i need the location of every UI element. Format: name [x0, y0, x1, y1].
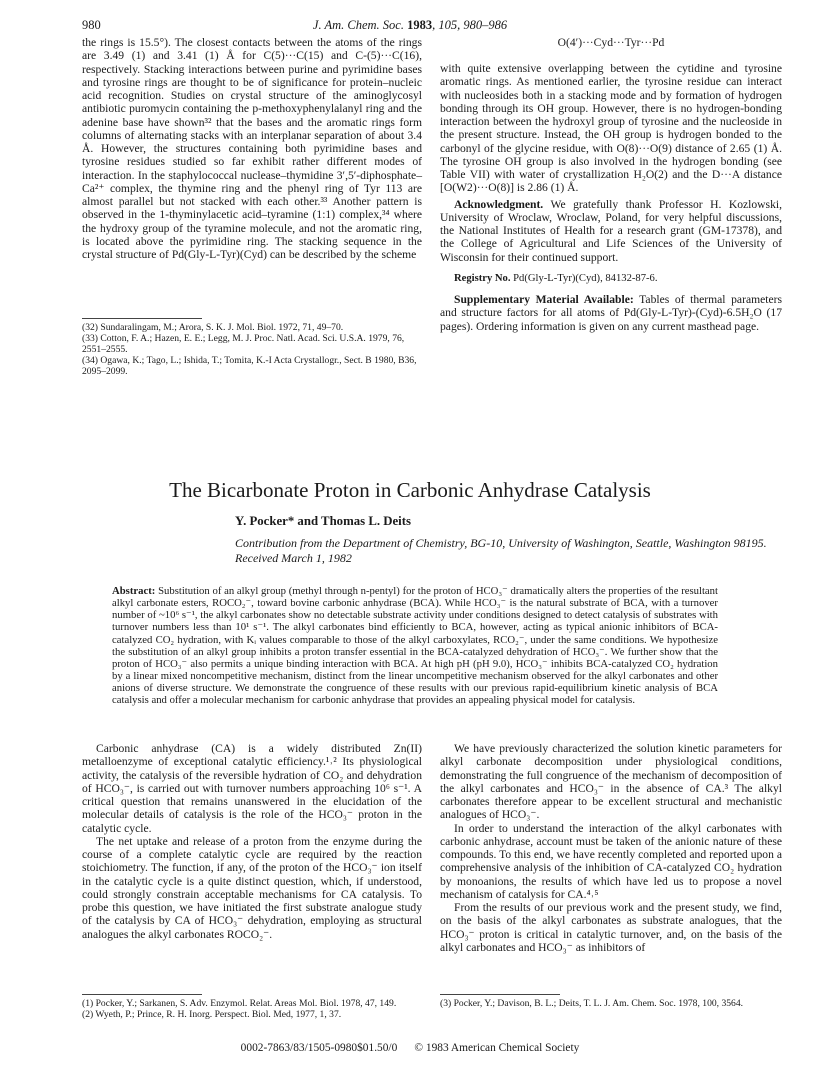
copyright: © 1983 American Chemical Society [414, 1042, 580, 1054]
registry-text: Pd(Gly-L-Tyr)(Cyd), 84132-87-6. [513, 272, 658, 284]
journal-pages: 980–986 [463, 18, 508, 32]
article-affiliation: Contribution from the Department of Chemistry, BG-10, University of Washington, Seattle, Washington 98195. Received March 1, 1982 [235, 536, 767, 565]
footnote-item: (34) Ogawa, K.; Tago, L.; Ishida, T.; Tomita, K.-I Acta Crystallogr., Sect. B 1980, B36, 2095–2099. [82, 355, 417, 377]
prev-article-right-column [440, 62, 782, 333]
supplementary-material [440, 293, 782, 333]
footnote-item: (2) Wyeth, P.; Prince, R. H. Inorg. Perspect. Biol. Med, 1977, 1, 37. [82, 1009, 342, 1020]
running-header: J. Am. Chem. Soc. 1983, 105, 980–986 [312, 18, 508, 32]
prev-article-left-column [82, 36, 422, 261]
prev-article-paragraph: with quite extensive overlapping between the cytidine and tyrosine aromatic rings. As mentioned earlier, the tyrosine residue can interact with nucleosides both in a stacking mode and by formation of hydrogen bonding through its OH group. However, there is no hydrogen-bonding interaction between the hydroxyl group of tyrosine and the nucleoside in the present structure. Instead, the OH group is hydrogen bonded to the carbonyl of the glycine residue, with O(8)···O(9) distance of 2.65 (1) Å. The tyrosine OH group is also involved in the hydrogen bonding (see Table VII) with water of crystallization H₂O(2) and the D···A distance [O(W2)···O(8)] is 2.86 (1) Å. [440, 62, 782, 195]
acknowledgment-label: Acknowledgment. [454, 197, 544, 211]
prev-article-footnotes [82, 322, 422, 377]
body-right-footnotes [440, 998, 782, 1009]
acknowledgment-text: We gratefully thank Professor H. Kozlowski, University of Wroclaw, Wroclaw, Poland, for very helpful discussions, the National Institutes of Health for a research grant (GM-17378), and the College of Agricultural and Life Sciences of the University of Wisconsin for their continued support. [440, 197, 782, 264]
footnote-item: (1) Pocker, Y.; Sarkanen, S. Adv. Enzymol. Relat. Areas Mol. Biol. 1978, 47, 149. [82, 998, 397, 1009]
journal-name: J. Am. Chem. Soc. [312, 18, 404, 32]
footnote-divider [440, 994, 560, 995]
publication-code: 0002-7863/83/1505-0980$01.50/0 [240, 1042, 398, 1054]
abstract [112, 585, 718, 707]
footnote-item: (3) Pocker, Y.; Davison, B. L.; Deits, T. L. J. Am. Chem. Soc. 1978, 100, 3564. [440, 998, 744, 1009]
footnote-divider [82, 318, 202, 319]
registry-number [440, 272, 782, 285]
stacking-scheme: O(4′)···Cyd···Tyr···Pd [557, 36, 665, 49]
footnote-item: (33) Cotton, F. A.; Hazen, E. E.; Legg, M. J. Proc. Natl. Acad. Sci. U.S.A. 1979, 76, 2551–2555. [82, 333, 405, 355]
body-paragraph: In order to understand the interaction of the alkyl carbonates with carbonic anhydrase, account must be taken of the anionic nature of these compounds. To this end, we have recently completed and reported upon a comprehensive analysis of the inhibition of CA-catalyzed CO₂ hydration by monoanions, the results of which have led us to propose a novel mechanism of catalysis for CA.⁴˒⁵ [440, 821, 782, 901]
abstract-text: Substitution of an alkyl group (methyl through n-pentyl) for the proton of HCO₃⁻ dramatically alters the properties of the resultant alkyl carbonate esters, ROCO₂⁻, toward bovine carbonic anhydrase (BCA). While HCO₃⁻ is the natural substrate of BCA, with a turnover number of ~10⁶ s⁻¹, the alkyl carbonates show no detectable substrate activity under conditions designed to detect catalysis of substrates with turnover numbers less than 10¹ s⁻¹. The alkyl carbonates bind efficiently to BCA, however, acting as typical anionic inhibitors of BCA-catalyzed CO₂ hydration, with Kᵢ values comparable to those of the alkyl carboxylates, RCO₂⁻, under the same conditions. We hypothesize the substitution of an alkyl group inhibits a proton transfer essential in the BCA-catalyzed dehydration of HCO₃⁻. We further show that the proton of HCO₃⁻ also permits a unique binding interaction with BCA. At high pH (pH 9.0), HCO₃⁻ inhibits BCA-catalyzed CO₂ hydration by a linear mixed noncompetitive mechanism, distinct from the linear uncompetitive mechanism observed for the alkyl carbonates and other anions of diverse structure. We demonstrate the congruence of these results with our previous rapid-equilibrium kinetic analysis of BCA catalysis and offer a molecular mechanism for carbonic anhydrase that provides an appealing physical model for catalysis. [112, 585, 718, 707]
supplementary-label: Supplementary Material Available: [454, 293, 634, 306]
body-right-column [440, 742, 782, 954]
journal-volume: 105 [438, 18, 458, 32]
body-paragraph: We have previously characterized the solution kinetic parameters for alkyl carbonate decomposition under physiological conditions, demonstrating the full congruence of the mechanism of decomposition of the alkyl carbonates and HCO₃⁻ in the absence of CA.³ The alkyl carbonates therefore appear to be excellent structural and mechanistic analogues of HCO₃⁻. [440, 742, 782, 822]
article-title: The Bicarbonate Proton in Carbonic Anhydrase Catalysis [169, 478, 651, 502]
abstract-label: Abstract: [112, 585, 156, 597]
registry-label: Registry No. [454, 272, 511, 284]
acknowledgment [440, 198, 782, 264]
journal-year: 1983 [407, 18, 433, 32]
body-left-footnotes [82, 998, 422, 1020]
footnote-item: (32) Sundaralingam, M.; Arora, S. K. J. Mol. Biol. 1972, 71, 49–70. [82, 322, 344, 333]
body-left-column [82, 742, 422, 941]
body-paragraph: From the results of our previous work and the present study, we find, on the basis of the alkyl carbonates as substrate analogues, that the HCO₃⁻ proton is critical in catalytic turnover, and, on the basis of the alkyl carbonates and HCO₃⁻ as inhibitors of [440, 901, 782, 954]
prev-article-paragraph: the rings is 15.5°). The closest contacts between the atoms of the rings are 3.49 (1) and 3.41 (1) Å for C(5)···C(15) and C-(5)···C(16), respectively. Stacking interactions between purine and pyrimidine bases and tyrosine rings are thought to be of significance for protein–nucleic acid recognition. Studies on crystal structure of the aminoglycosyl antibiotic puromycin containing the p-methoxyphenylalanyl ring and the adenine base have shown³² that the bases and the aromatic rings form columns of alternating stacks with an interplanar separation of about 3.4 Å. However, the structures containing both pyrimidine bases and tyrosine residues studied so far exhibit rather different modes of interaction. In the staphylococcal nuclease–thymidine 3′,5′-diphosphate–Ca²⁺ complex, the thymine ring and the phenyl ring of Tyr 113 are almost parallel but not stacked with each other.³³ Another pattern is observed in the 1-thyminylacetic acid–tyramine (1:1) complex,³⁴ where the hydroxy group of the tyramine molecule, and not the aromatic ring, is located above the pyrimidine ring. The stacking sequence in the crystal structure of Pd(Gly-L-Tyr)(Cyd) can be described by the scheme [82, 36, 422, 261]
footnote-divider [82, 994, 202, 995]
body-paragraph: Carbonic anhydrase (CA) is a widely distributed Zn(II) metalloenzyme of exceptional catalytic efficiency.¹˒² Its physiological activity, the catalysis of the reversible hydration of CO₂ and dehydration of HCO₃⁻, is carried out with turnover numbers approaching 10⁶ s⁻¹. A critical question that remains unanswered in the elucidation of the molecular details of catalysis is the role of the HCO₃⁻ proton in the catalytic cycle. [82, 742, 422, 835]
body-paragraph: The net uptake and release of a proton from the enzyme during the course of a complete catalytic cycle are required by the reaction stoichiometry. The function, if any, of the proton of the HCO₃⁻ ion itself in the catalytic cycle is a quite distinct question, which, if understood, could strongly constrain acceptable mechanisms for CA catalysis. To probe this question, we have initiated the first substrate analogue study of the catalysis by CA of HCO₃⁻ dehydration, employing as structural analogues the alkyl carbonates ROCO₂⁻. [82, 834, 422, 941]
supplementary-text: Tables of thermal parameters and structure factors for all atoms of Pd(Gly-L-Tyr)-(Cyd)-6.5H₂O (17 pages). Ordering information is given on any current masthead page. [440, 293, 782, 333]
page-footer [0, 1042, 820, 1054]
article-authors: Y. Pocker* and Thomas L. Deits [235, 514, 411, 528]
page-number: 980 [82, 18, 101, 32]
